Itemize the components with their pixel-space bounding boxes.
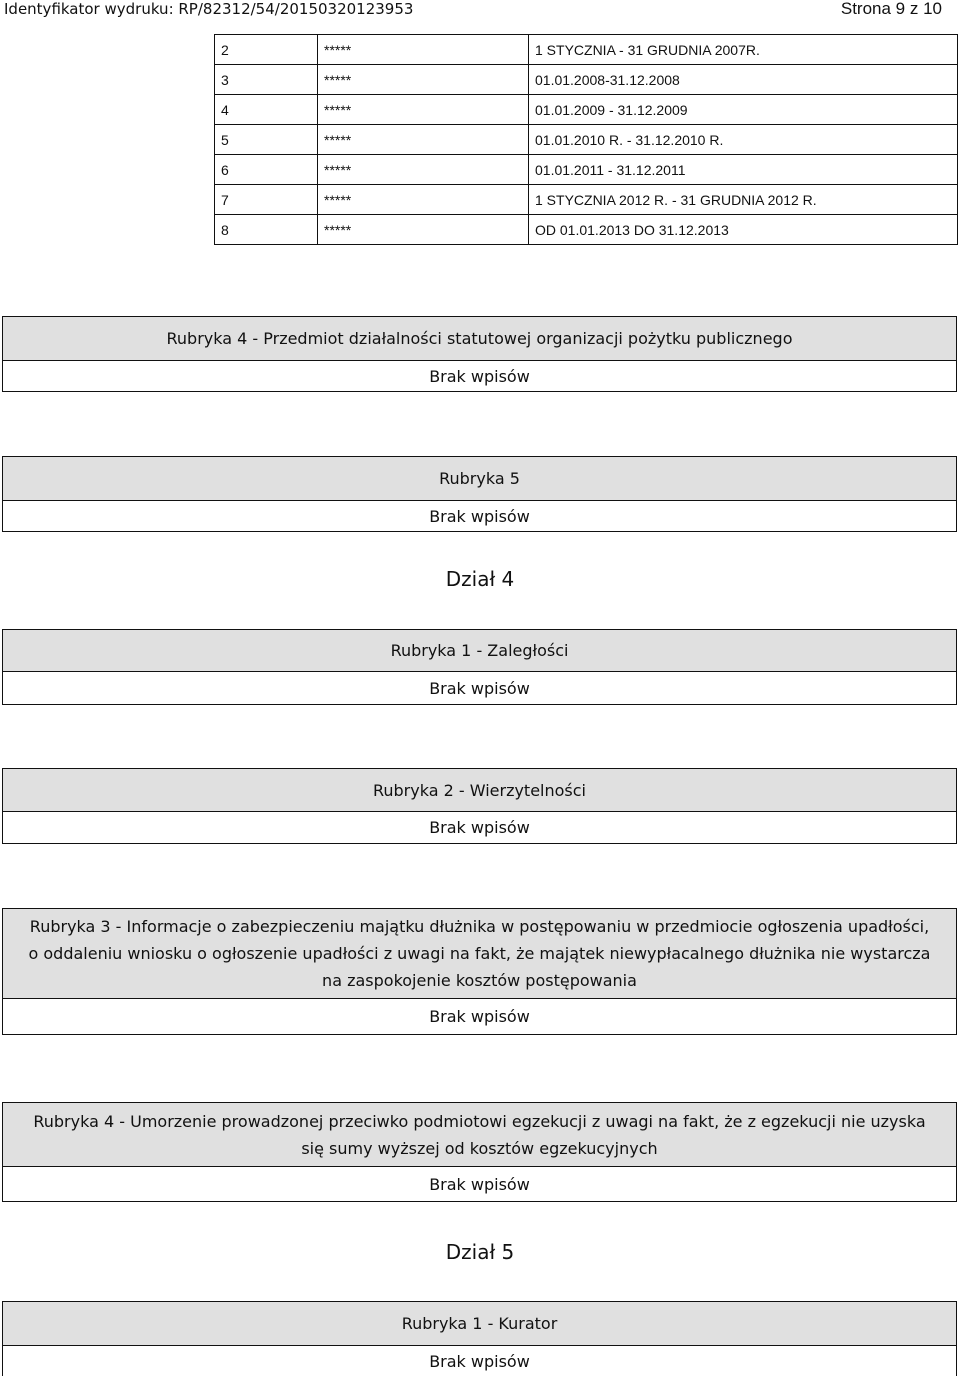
dzial-4-heading: Dział 4 xyxy=(445,567,515,591)
section-title: Rubryka 5 xyxy=(3,457,956,501)
table-row xyxy=(215,95,958,125)
table-row xyxy=(215,65,958,95)
section-body: Brak wpisów xyxy=(429,506,530,526)
masked-value: ***** xyxy=(318,155,529,185)
section-title: Rubryka 1 - Kurator xyxy=(3,1302,956,1346)
section-body: Brak wpisów xyxy=(429,366,530,386)
section-title: Rubryka 2 - Wierzytelności xyxy=(3,769,956,812)
table-row xyxy=(215,215,958,245)
masked-value: ***** xyxy=(318,125,529,155)
row-number: 4 xyxy=(215,95,318,125)
period: 01.01.2008-31.12.2008 xyxy=(529,65,958,95)
section-rubryka-5 xyxy=(2,456,957,532)
period: 01.01.2011 - 31.12.2011 xyxy=(529,155,958,185)
period: OD 01.01.2013 DO 31.12.2013 xyxy=(529,215,958,245)
period: 01.01.2010 R. - 31.12.2010 R. xyxy=(529,125,958,155)
section-title: Rubryka 3 - Informacje o zabezpieczeniu majątku dłużnika w postępowaniu w przedmiocie ogłoszenia upadłości, o oddaleniu wniosku o ogłoszenie upadłości z uwagi na fakt, że majątek niewypłacalnego dłużnika nie wystarcza na zaspokojenie kosztów postępowania xyxy=(3,909,956,999)
section-title: Rubryka 1 - Zaległości xyxy=(3,630,956,672)
section-rubryka-4-umorzenie xyxy=(2,1102,957,1202)
masked-value: ***** xyxy=(318,215,529,245)
section-body: Brak wpisów xyxy=(429,1174,530,1194)
section-title: Rubryka 4 - Umorzenie prowadzonej przeciwko podmiotowi egzekucji z uwagi na fakt, że z egzekucji nie uzyska się sumy wyższej od kosztów egzekucyjnych xyxy=(3,1103,956,1167)
row-number: 2 xyxy=(215,35,318,65)
table-row xyxy=(215,125,958,155)
years-table xyxy=(214,34,958,245)
row-number: 7 xyxy=(215,185,318,215)
row-number: 3 xyxy=(215,65,318,95)
masked-value: ***** xyxy=(318,95,529,125)
section-body: Brak wpisów xyxy=(429,818,530,837)
page-number: Strona 9 z 10 xyxy=(840,0,942,18)
section-rubryka-1-kurator xyxy=(2,1301,957,1376)
section-body: Brak wpisów xyxy=(429,1007,530,1026)
row-number: 6 xyxy=(215,155,318,185)
section-title: Rubryka 4 - Przedmiot działalności statutowej organizacji pożytku publicznego xyxy=(3,317,956,361)
table-row xyxy=(215,35,958,65)
section-rubryka-2-wierzytelnosci xyxy=(2,768,957,844)
masked-value: ***** xyxy=(318,185,529,215)
row-number: 5 xyxy=(215,125,318,155)
table-row xyxy=(215,155,958,185)
section-body: Brak wpisów xyxy=(429,1351,530,1371)
masked-value: ***** xyxy=(318,65,529,95)
table-row xyxy=(215,185,958,215)
print-identifier: Identyfikator wydruku: RP/82312/54/20150320123953 xyxy=(4,0,414,18)
period: 1 STYCZNIA 2012 R. - 31 GRUDNIA 2012 R. xyxy=(529,185,958,215)
dzial-5-heading: Dział 5 xyxy=(445,1240,515,1264)
section-rubryka-3-informacje xyxy=(2,908,957,1035)
section-rubryka-4-przedmiot xyxy=(2,316,957,392)
period: 1 STYCZNIA - 31 GRUDNIA 2007R. xyxy=(529,35,958,65)
row-number: 8 xyxy=(215,215,318,245)
section-body: Brak wpisów xyxy=(429,678,530,698)
section-rubryka-1-zaleglosci xyxy=(2,629,957,705)
masked-value: ***** xyxy=(318,35,529,65)
period: 01.01.2009 - 31.12.2009 xyxy=(529,95,958,125)
